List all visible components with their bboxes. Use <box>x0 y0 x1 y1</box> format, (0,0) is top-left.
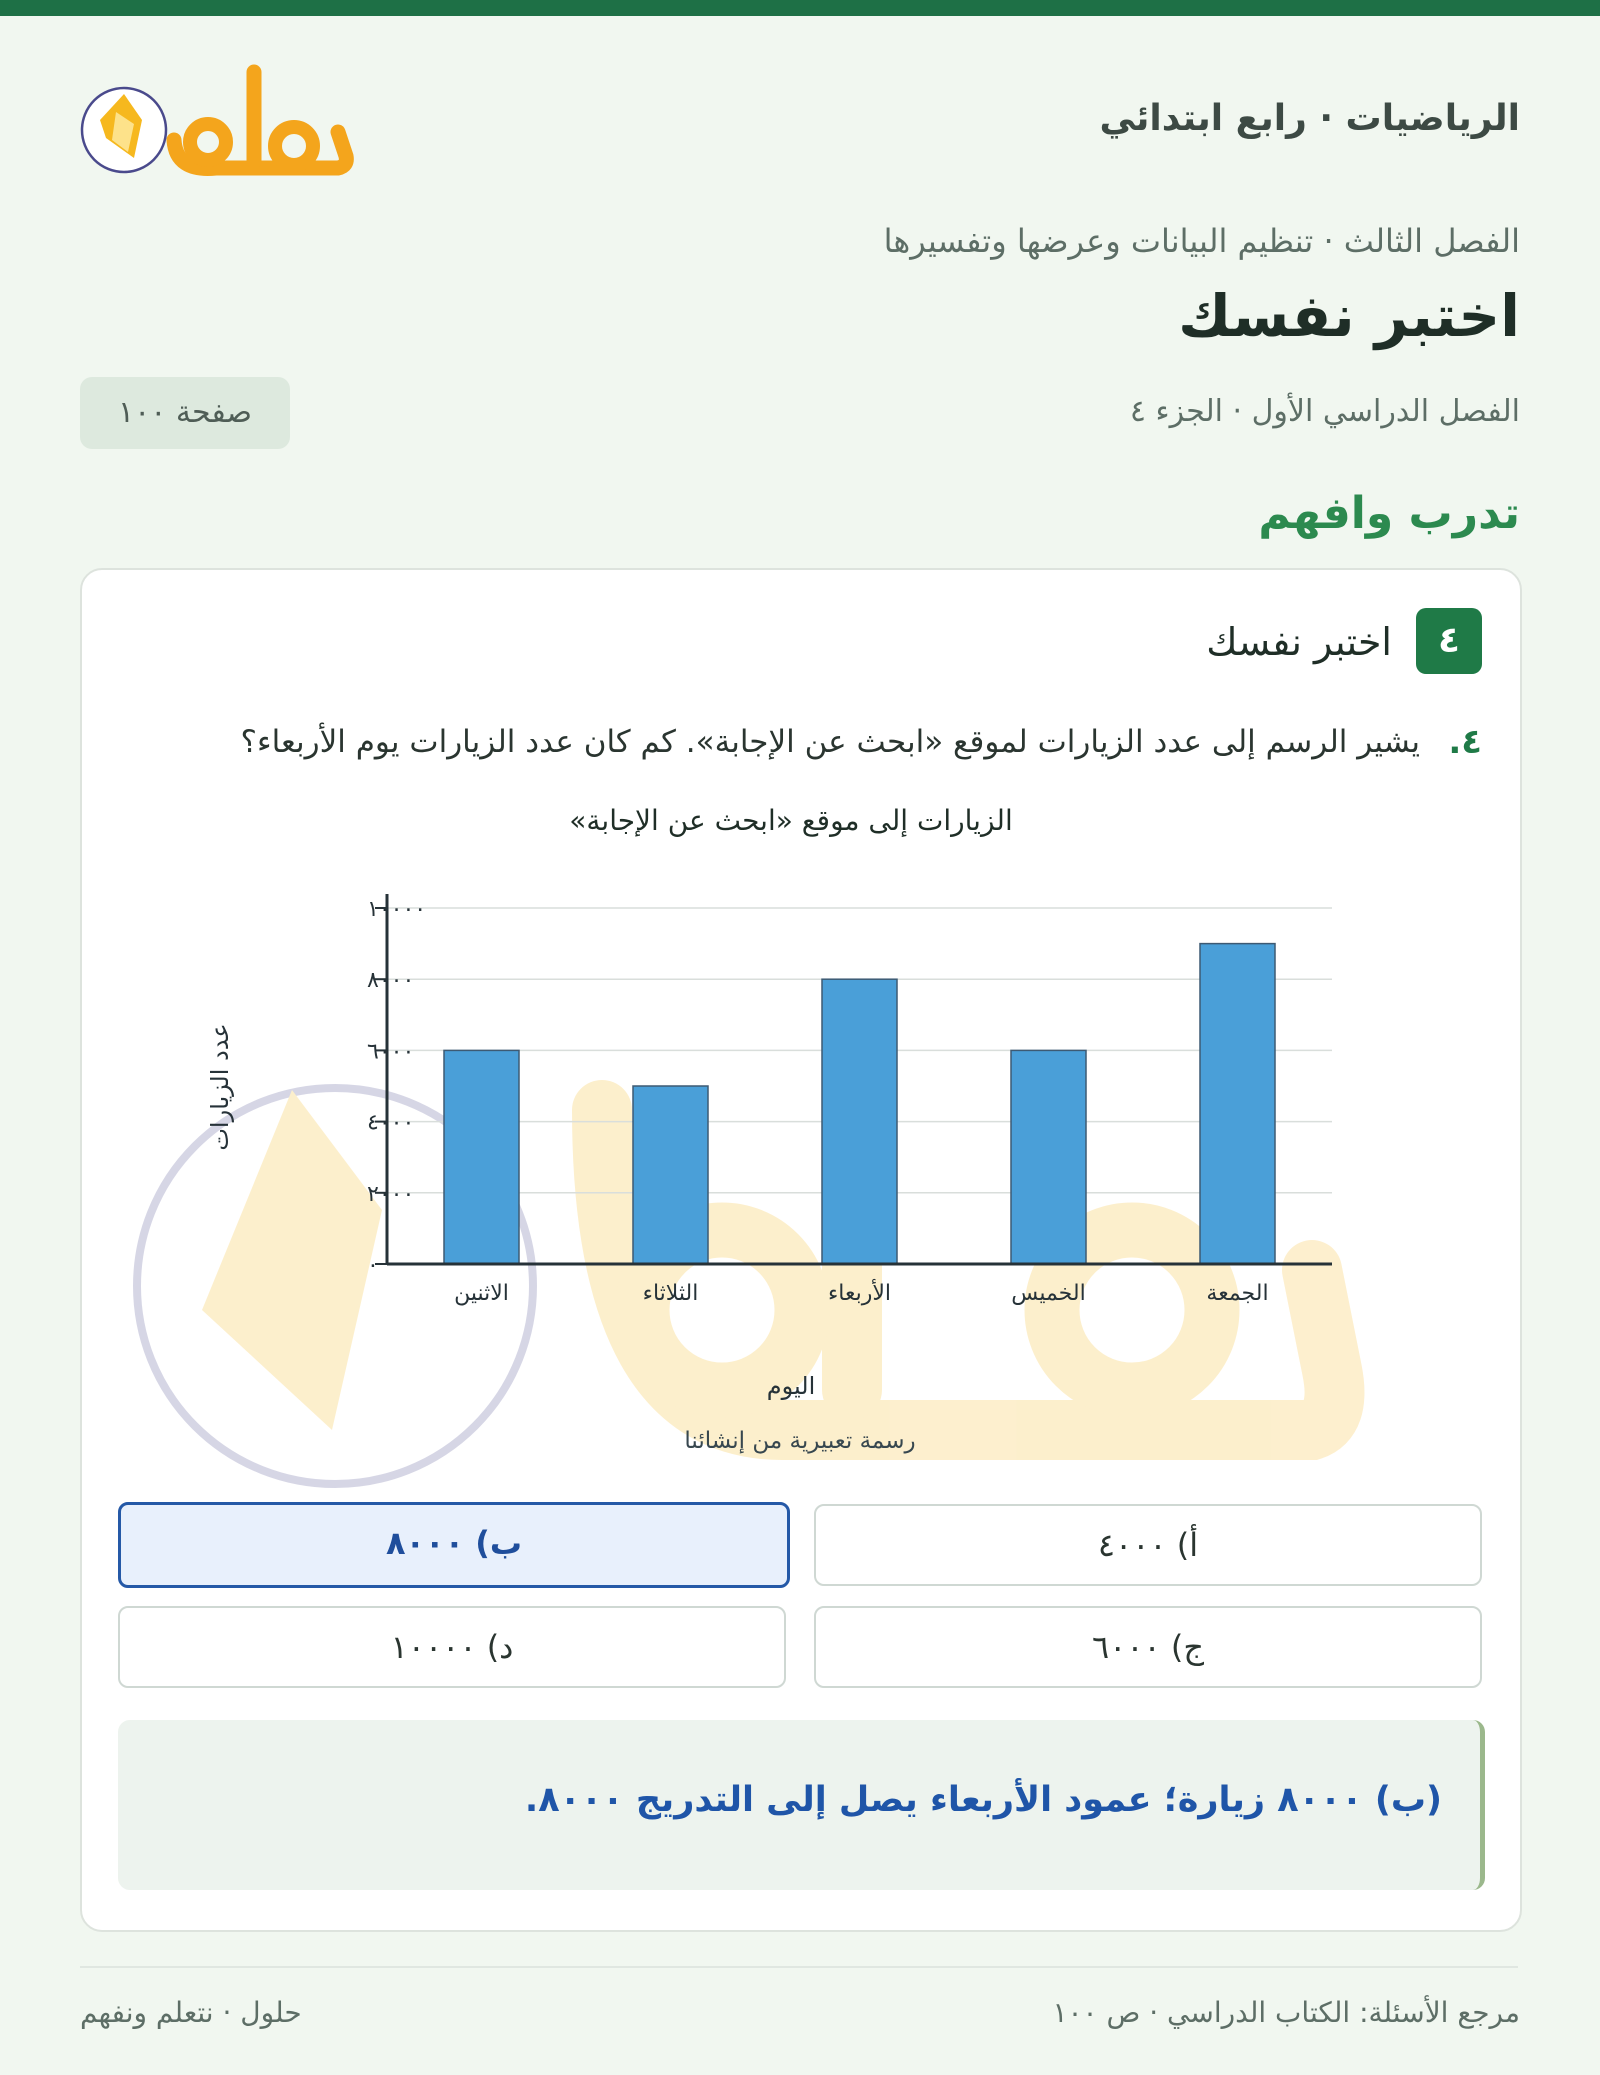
subject-header: الرياضيات · رابع ابتدائي <box>1099 98 1520 139</box>
chart-watermark <box>137 1010 1335 1484</box>
hulool-logo <box>76 62 356 182</box>
option-d[interactable]: د) ١٠٠٠٠ <box>118 1606 786 1688</box>
option-a[interactable]: أ) ٤٠٠٠ <box>814 1504 1482 1586</box>
section-title: تدرب وافهم <box>1258 488 1520 539</box>
x-tick-label: الخميس <box>1011 1281 1086 1306</box>
y-tick-label: ١٠٠٠٠ <box>367 897 427 922</box>
question-number: ٤. <box>1448 722 1482 762</box>
footer-reference: مرجع الأسئلة: الكتاب الدراسي · ص ١٠٠ <box>1052 1996 1520 2029</box>
y-axis-label: عدد الزيارات <box>206 1023 234 1151</box>
bar <box>444 1050 519 1264</box>
footer-tagline: حلول · نتعلم ونفهم <box>80 1996 302 2029</box>
x-axis-label: اليوم <box>766 1372 816 1400</box>
question-text: يشير الرسم إلى عدد الزيارات لموقع «ابحث عن الإجابة». كم كان عدد الزيارات يوم الأربعاء؟ <box>240 724 1420 760</box>
y-tick-label: ٤٠٠٠ <box>367 1110 415 1136</box>
x-tick-label: الثلاثاء <box>642 1281 699 1306</box>
y-tick-label: ٦٠٠٠ <box>367 1039 415 1065</box>
page-title: اختبر نفسك <box>1178 282 1520 350</box>
bar <box>1200 944 1275 1264</box>
top-accent-bar <box>0 0 1600 16</box>
bar-chart <box>82 570 1520 1490</box>
bar <box>633 1086 708 1264</box>
answer-box <box>118 1720 1485 1890</box>
question-badge: ٤ <box>1416 608 1482 674</box>
y-tick-label: ٨٠٠٠ <box>367 968 415 994</box>
chart-title: الزيارات إلى موقع «ابحث عن الإجابة» <box>569 804 1013 837</box>
y-tick-label: ٢٠٠٠ <box>367 1181 415 1207</box>
bar <box>822 979 897 1264</box>
x-tick-label: الأربعاء <box>827 1281 892 1306</box>
question-card <box>80 568 1522 1932</box>
semester-info: الفصل الدراسي الأول · الجزء ٤ <box>1129 394 1520 429</box>
question-heading: اختبر نفسك <box>1206 620 1392 664</box>
footer-divider <box>80 1966 1518 1968</box>
x-tick-label: الاثنين <box>454 1281 509 1306</box>
option-c[interactable]: ج) ٦٠٠٠ <box>814 1606 1482 1688</box>
x-tick-label: الجمعة <box>1206 1281 1269 1306</box>
option-b[interactable]: ب) ٨٠٠٠ <box>118 1502 790 1588</box>
page-number-badge: صفحة ١٠٠ <box>80 377 290 449</box>
bar <box>1011 1050 1086 1264</box>
chapter-subtitle: الفصل الثالث · تنظيم البيانات وعرضها وتفسيرها <box>883 222 1520 260</box>
y-tick-label: ٠ <box>367 1253 379 1278</box>
chart-caption: رسمة تعبيرية من إنشائنا <box>684 1428 916 1454</box>
answer-text: (ب) ٨٠٠٠ زيارة؛ عمود الأربعاء يصل إلى التدريج ٨٠٠٠. <box>524 1780 1442 1820</box>
